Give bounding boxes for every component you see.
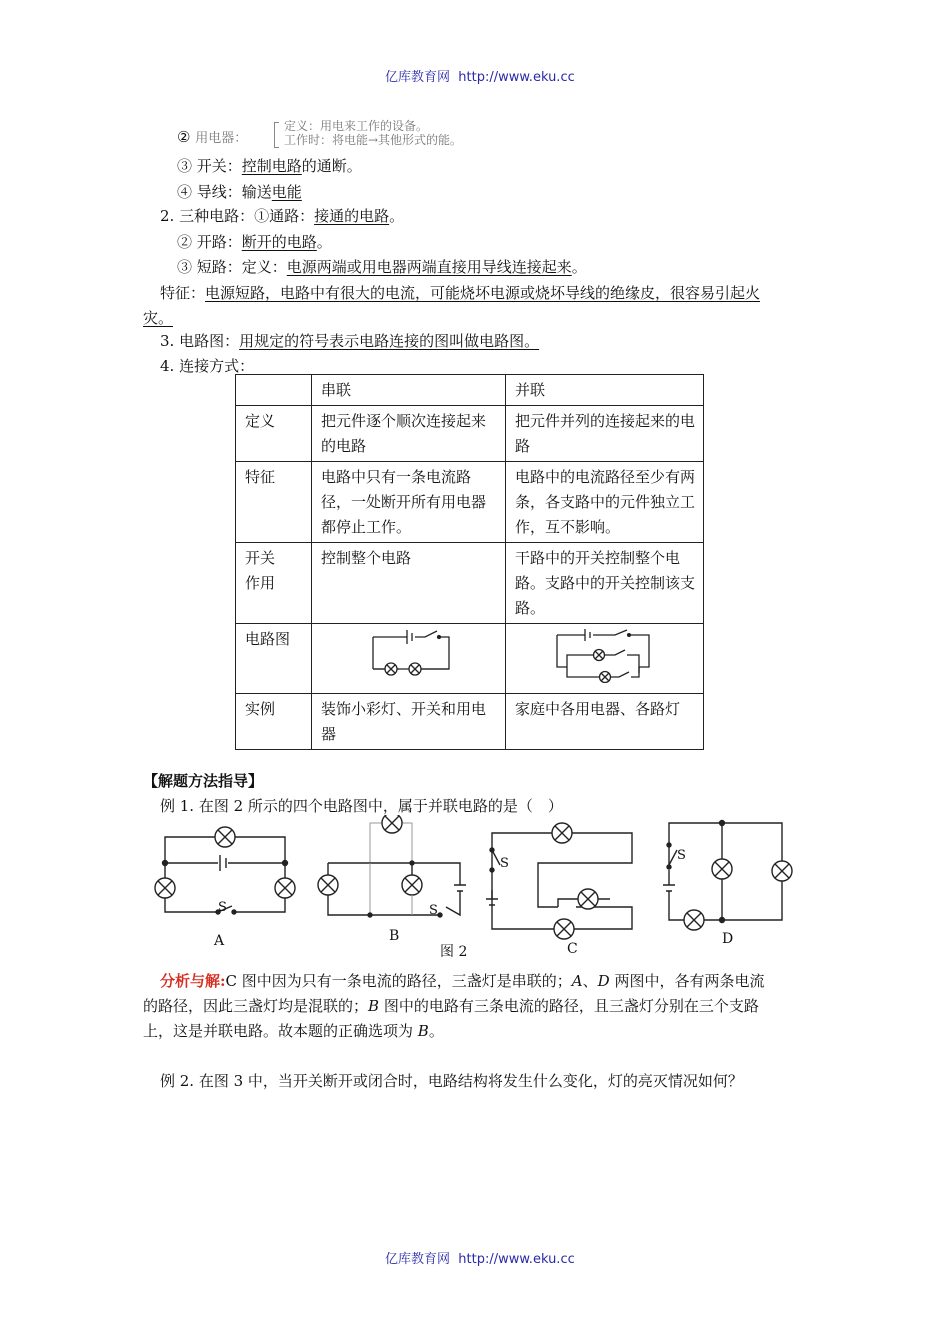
appliance-brace bbox=[274, 122, 279, 148]
switch-label-c: S bbox=[500, 856, 509, 871]
three-prefix: 2. 三种电路：①通路： bbox=[160, 207, 315, 225]
analysis-text: 、 bbox=[582, 972, 598, 990]
short-circuit-item bbox=[177, 256, 587, 277]
feature-answer-2: 灾。 bbox=[143, 309, 174, 327]
circuit-d bbox=[663, 821, 792, 931]
row-label: 电路图 bbox=[236, 624, 312, 694]
appliance-label: 用电器： bbox=[195, 131, 248, 146]
series-cell: 电路中只有一条电流路径，一处断开所有用电器都停止工作。 bbox=[312, 462, 506, 543]
switch-label-d: S bbox=[677, 848, 686, 863]
connection-title: 4. 连接方式： bbox=[160, 357, 255, 375]
analysis-text: 两图中，各有两条电流 bbox=[609, 972, 765, 990]
parallel-cell: 家庭中各用电器、各路灯 bbox=[506, 694, 704, 750]
parallel-cell: 把元件并列的连接起来的电路 bbox=[506, 406, 704, 462]
appliance-number: ② bbox=[177, 128, 191, 146]
wire-answer: 电能 bbox=[271, 183, 302, 201]
switch-label-a: S bbox=[218, 900, 227, 915]
analysis-line3 bbox=[143, 1020, 444, 1041]
table-corner bbox=[236, 375, 312, 406]
open-prefix: ② 开路： bbox=[177, 233, 242, 251]
short-suffix: 。 bbox=[571, 258, 587, 276]
series-diagram-cell bbox=[312, 624, 506, 694]
example-1-question: 例 1. 在图 2 所示的四个电路图中，属于并联电路的是（ ） bbox=[160, 797, 563, 815]
parallel-cell: 电路中的电流路径至少有两条，各支路中的元件独立工作，互不影响。 bbox=[506, 462, 704, 543]
analysis-text: 图中的电路有三条电流的路径，且三盏灯分别在三个支路 bbox=[379, 997, 759, 1015]
short-circuit-answer: 电源两端或用电器两端直接用导线连接起来 bbox=[286, 258, 572, 276]
fig-label-c: C bbox=[567, 941, 578, 957]
fig-label-b: B bbox=[389, 928, 400, 944]
appliance-item bbox=[177, 127, 247, 146]
page-footer bbox=[385, 1248, 575, 1267]
wire-item bbox=[177, 181, 302, 202]
analysis-option: A bbox=[571, 972, 583, 990]
switch-suffix: 的通断。 bbox=[301, 157, 362, 175]
open-suffix: 。 bbox=[316, 233, 332, 251]
parallel-cell: 干路中的开关控制整个电路。支路中的开关控制该支路。 bbox=[506, 543, 704, 624]
switch-answer: 控制电路 bbox=[241, 157, 302, 175]
method-title: 【解题方法指导】 bbox=[143, 772, 264, 790]
figure-caption: 图 2 bbox=[440, 944, 468, 960]
circuit-diagram-item bbox=[160, 330, 539, 351]
figure-2-circuits bbox=[140, 815, 820, 963]
connection-table bbox=[235, 374, 704, 750]
short-feature-line1 bbox=[160, 282, 760, 303]
analysis-answer: B bbox=[417, 1022, 429, 1040]
page-header bbox=[385, 66, 575, 85]
parallel-circuit-diagram bbox=[515, 627, 695, 683]
short-feature-line2 bbox=[143, 307, 173, 328]
switch-label-b: S bbox=[429, 903, 438, 918]
circuit-c bbox=[486, 823, 632, 939]
fig-label-a: A bbox=[214, 933, 225, 949]
analysis-option: D bbox=[597, 972, 610, 990]
circuit-b bbox=[318, 815, 466, 917]
three-suffix: 。 bbox=[389, 207, 405, 225]
appliance-def: 定义：用电来工作的设备。 bbox=[284, 119, 429, 133]
table-row bbox=[236, 462, 704, 543]
analysis-option: B bbox=[368, 997, 380, 1015]
series-circuit-diagram bbox=[321, 627, 497, 679]
appliance-work: 工作时：将电能→其他形式的能。 bbox=[284, 133, 463, 147]
switch-prefix: ③ 开关： bbox=[177, 157, 242, 175]
example-2-question: 例 2. 在图 3 中，当开关断开或闭合时，电路结构将发生什么变化，灯的亮灭情况如何？ bbox=[160, 1072, 743, 1090]
row-label: 特征 bbox=[236, 462, 312, 543]
diagram-prefix: 3. 电路图： bbox=[160, 332, 240, 350]
row-label: 实例 bbox=[236, 694, 312, 750]
diagram-answer: 用规定的符号表示电路连接的图叫做电路图。 bbox=[239, 332, 540, 350]
header-parallel: 并联 bbox=[506, 375, 704, 406]
closed-circuit-answer: 接通的电路 bbox=[314, 207, 390, 225]
wire-prefix: ④ 导线：输送 bbox=[177, 183, 272, 201]
table-row bbox=[236, 624, 704, 694]
table-header-row bbox=[236, 375, 704, 406]
analysis-label: 分析与解: bbox=[160, 972, 226, 990]
table-row bbox=[236, 694, 704, 750]
short-prefix: ③ 短路：定义： bbox=[177, 258, 287, 276]
header-series: 串联 bbox=[312, 375, 506, 406]
feature-answer-1: 电源短路，电路中有很大的电流，可能烧坏电源或烧坏导线的绝缘皮，很容易引起火 bbox=[205, 284, 761, 302]
series-cell: 装饰小彩灯、开关和用电器 bbox=[312, 694, 506, 750]
three-circuits-item bbox=[160, 205, 404, 226]
parallel-diagram-cell bbox=[506, 624, 704, 694]
open-circuit-answer: 断开的电路 bbox=[241, 233, 317, 251]
table-row bbox=[236, 543, 704, 624]
series-cell: 控制整个电路 bbox=[312, 543, 506, 624]
series-cell: 把元件逐个顺次连接起来的电路 bbox=[312, 406, 506, 462]
analysis-text: 上，这是并联电路。故本题的正确选项为 bbox=[143, 1022, 418, 1040]
row-label: 开关作用 bbox=[236, 543, 312, 624]
open-circuit-item bbox=[177, 231, 332, 252]
analysis-line1 bbox=[160, 970, 764, 991]
analysis-text: C 图中因为只有一条电流的路径，三盏灯是串联的； bbox=[225, 972, 572, 990]
row-label: 定义 bbox=[236, 406, 312, 462]
footer-url-link[interactable]: http://www.eku.cc bbox=[458, 1252, 575, 1267]
footer-site: 亿库教育网 bbox=[385, 1252, 451, 1267]
feature-prefix: 特征： bbox=[160, 284, 206, 302]
analysis-text: 。 bbox=[428, 1022, 444, 1040]
fig-label-d: D bbox=[722, 931, 734, 947]
analysis-line2 bbox=[143, 995, 759, 1016]
header-url-link[interactable]: http://www.eku.cc bbox=[458, 70, 575, 85]
switch-item bbox=[177, 155, 362, 176]
table-row bbox=[236, 406, 704, 462]
header-site: 亿库教育网 bbox=[385, 70, 451, 85]
analysis-text: 的路径，因此三盏灯均是混联的； bbox=[143, 997, 369, 1015]
